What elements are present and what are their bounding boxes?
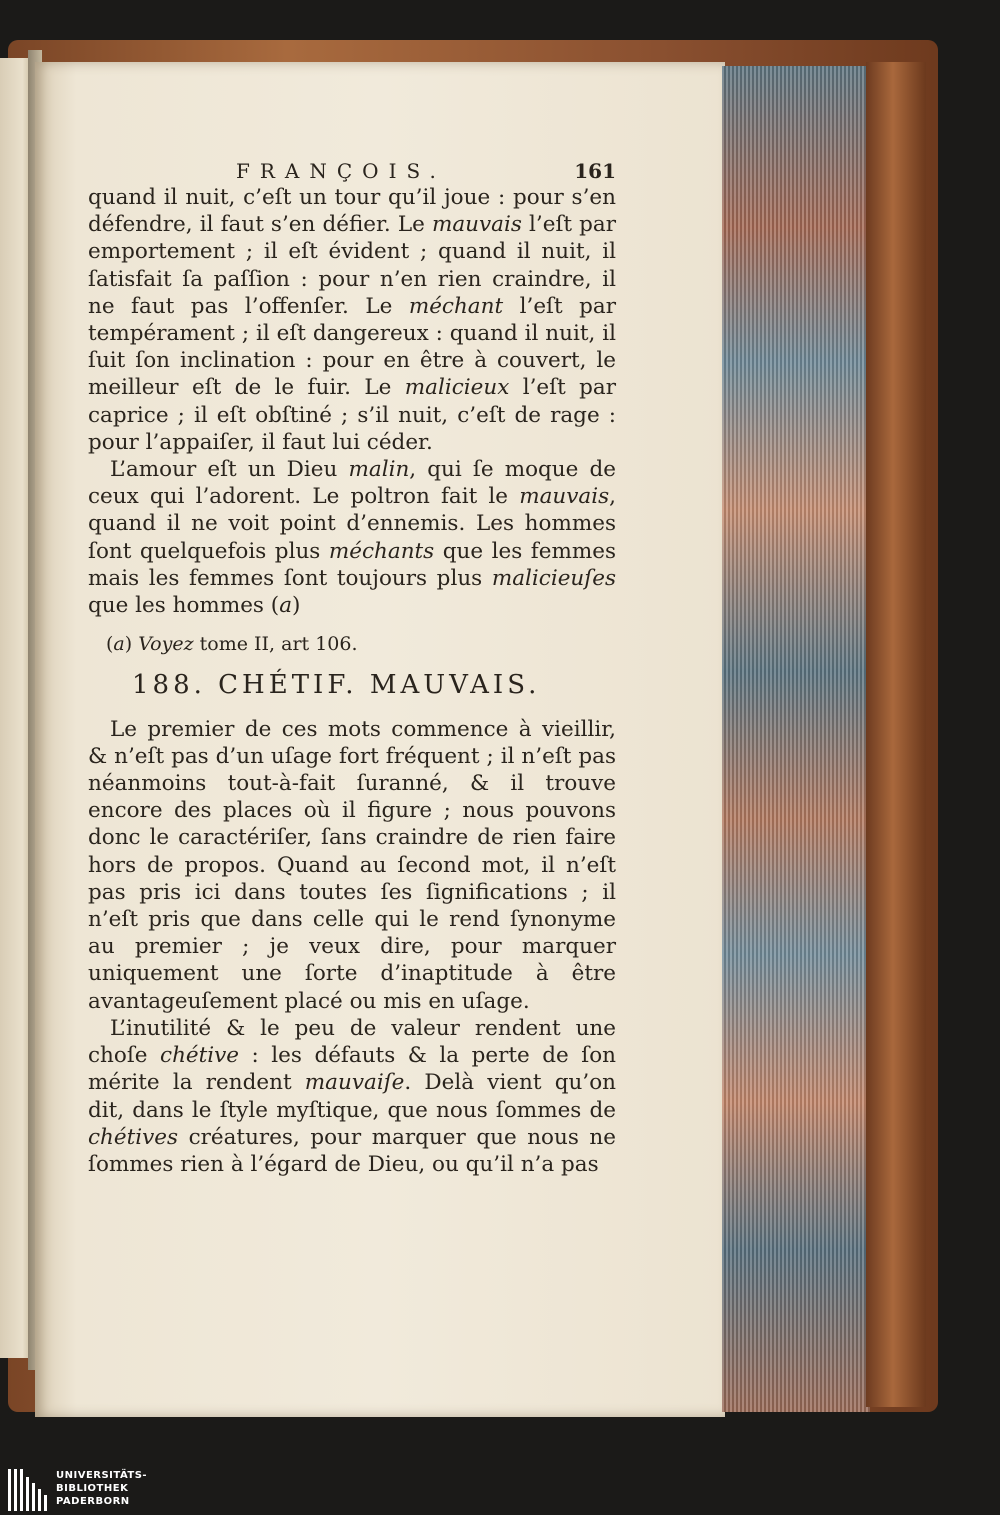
library-name-line: UNIVERSITÄTS- (56, 1470, 148, 1481)
paragraph-1: quand il nuit, c’eſt un tour qu’il joue : pour s’en défendre, il faut s’en défier. Le mauvais l’eſt par emportement ; il eſt évident ; quand il nuit, il ſatisfait ſa paſſion : pour n’en rien craindre, il ne faut pas l’offenſer. Le méchant l’eſt par tempérament ; il eſt dangereux : quand il nuit, il ſuit ſon inclination : pour en être à couvert, le meilleur eſt de le fuir. Le malicieux l’eſt par caprice ; il eſt obſtiné ; s’il nuit, c’eſt de rage : pour l’appaiſer, il faut lui céder. (88, 185, 616, 455)
library-footer (0, 1465, 1000, 1515)
running-title: FRANÇOIS. (236, 159, 446, 183)
footnote: (a) Voyez tome II, art 106. (106, 633, 358, 656)
paragraph-2: L’amour eſt un Dieu malin, qui ſe moque de ceux qui l’adorent. Le poltron fait le mauvais, quand il ne voit point d’ennemis. Les hommes ſont quelquefois plus méchants que les femmes mais les femmes ſont toujours plus malicieuſes que les hommes (a) (88, 457, 617, 619)
back-cover-board (866, 62, 926, 1407)
marbled-page-edges (722, 66, 870, 1412)
library-name (56, 1469, 176, 1508)
library-name-line: BIBLIOTHEK (56, 1483, 129, 1494)
section-heading: 188. CHÉTIF. MAUVAIS. (132, 670, 541, 701)
page-text (88, 158, 616, 1178)
paragraph-4: L’inutilité & le peu de valeur rendent une choſe chétive : les défauts & la perte de ſon mérite la rendent mauvaiſe. Delà vient qu’on dit, dans le ſtyle myſtique, que nous ſommes de chétives créatures, pour marquer que nous ne ſommes rien à l’égard de Dieu, ou qu’il n’a pas (88, 1015, 616, 1177)
running-header (88, 158, 616, 184)
page-number: 161 (574, 159, 616, 183)
library-bars-icon (8, 1469, 48, 1511)
library-name-line: PADERBORN (56, 1496, 130, 1507)
paragraph-3: Le premier de ces mots commence à vieillir, & n’eſt pas d’un uſage fort fréquent ; il n’eſt pas néanmoins tout-à-fait ſuranné, & il trouve encore des places où il figure ; nous pouvons donc le caractériſer, ſans craindre de rien faire hors de propos. Quand au ſecond mot, il n’eſt pas pris ici dans toutes ſes ſignifications ; il n’eſt pris que dans celle qui le rend ſynonyme au premier ; je veux dire, pour marquer uniquement une ſorte d’inaptitude à être avantageuſement placé ou mis en uſage. (88, 716, 616, 1014)
